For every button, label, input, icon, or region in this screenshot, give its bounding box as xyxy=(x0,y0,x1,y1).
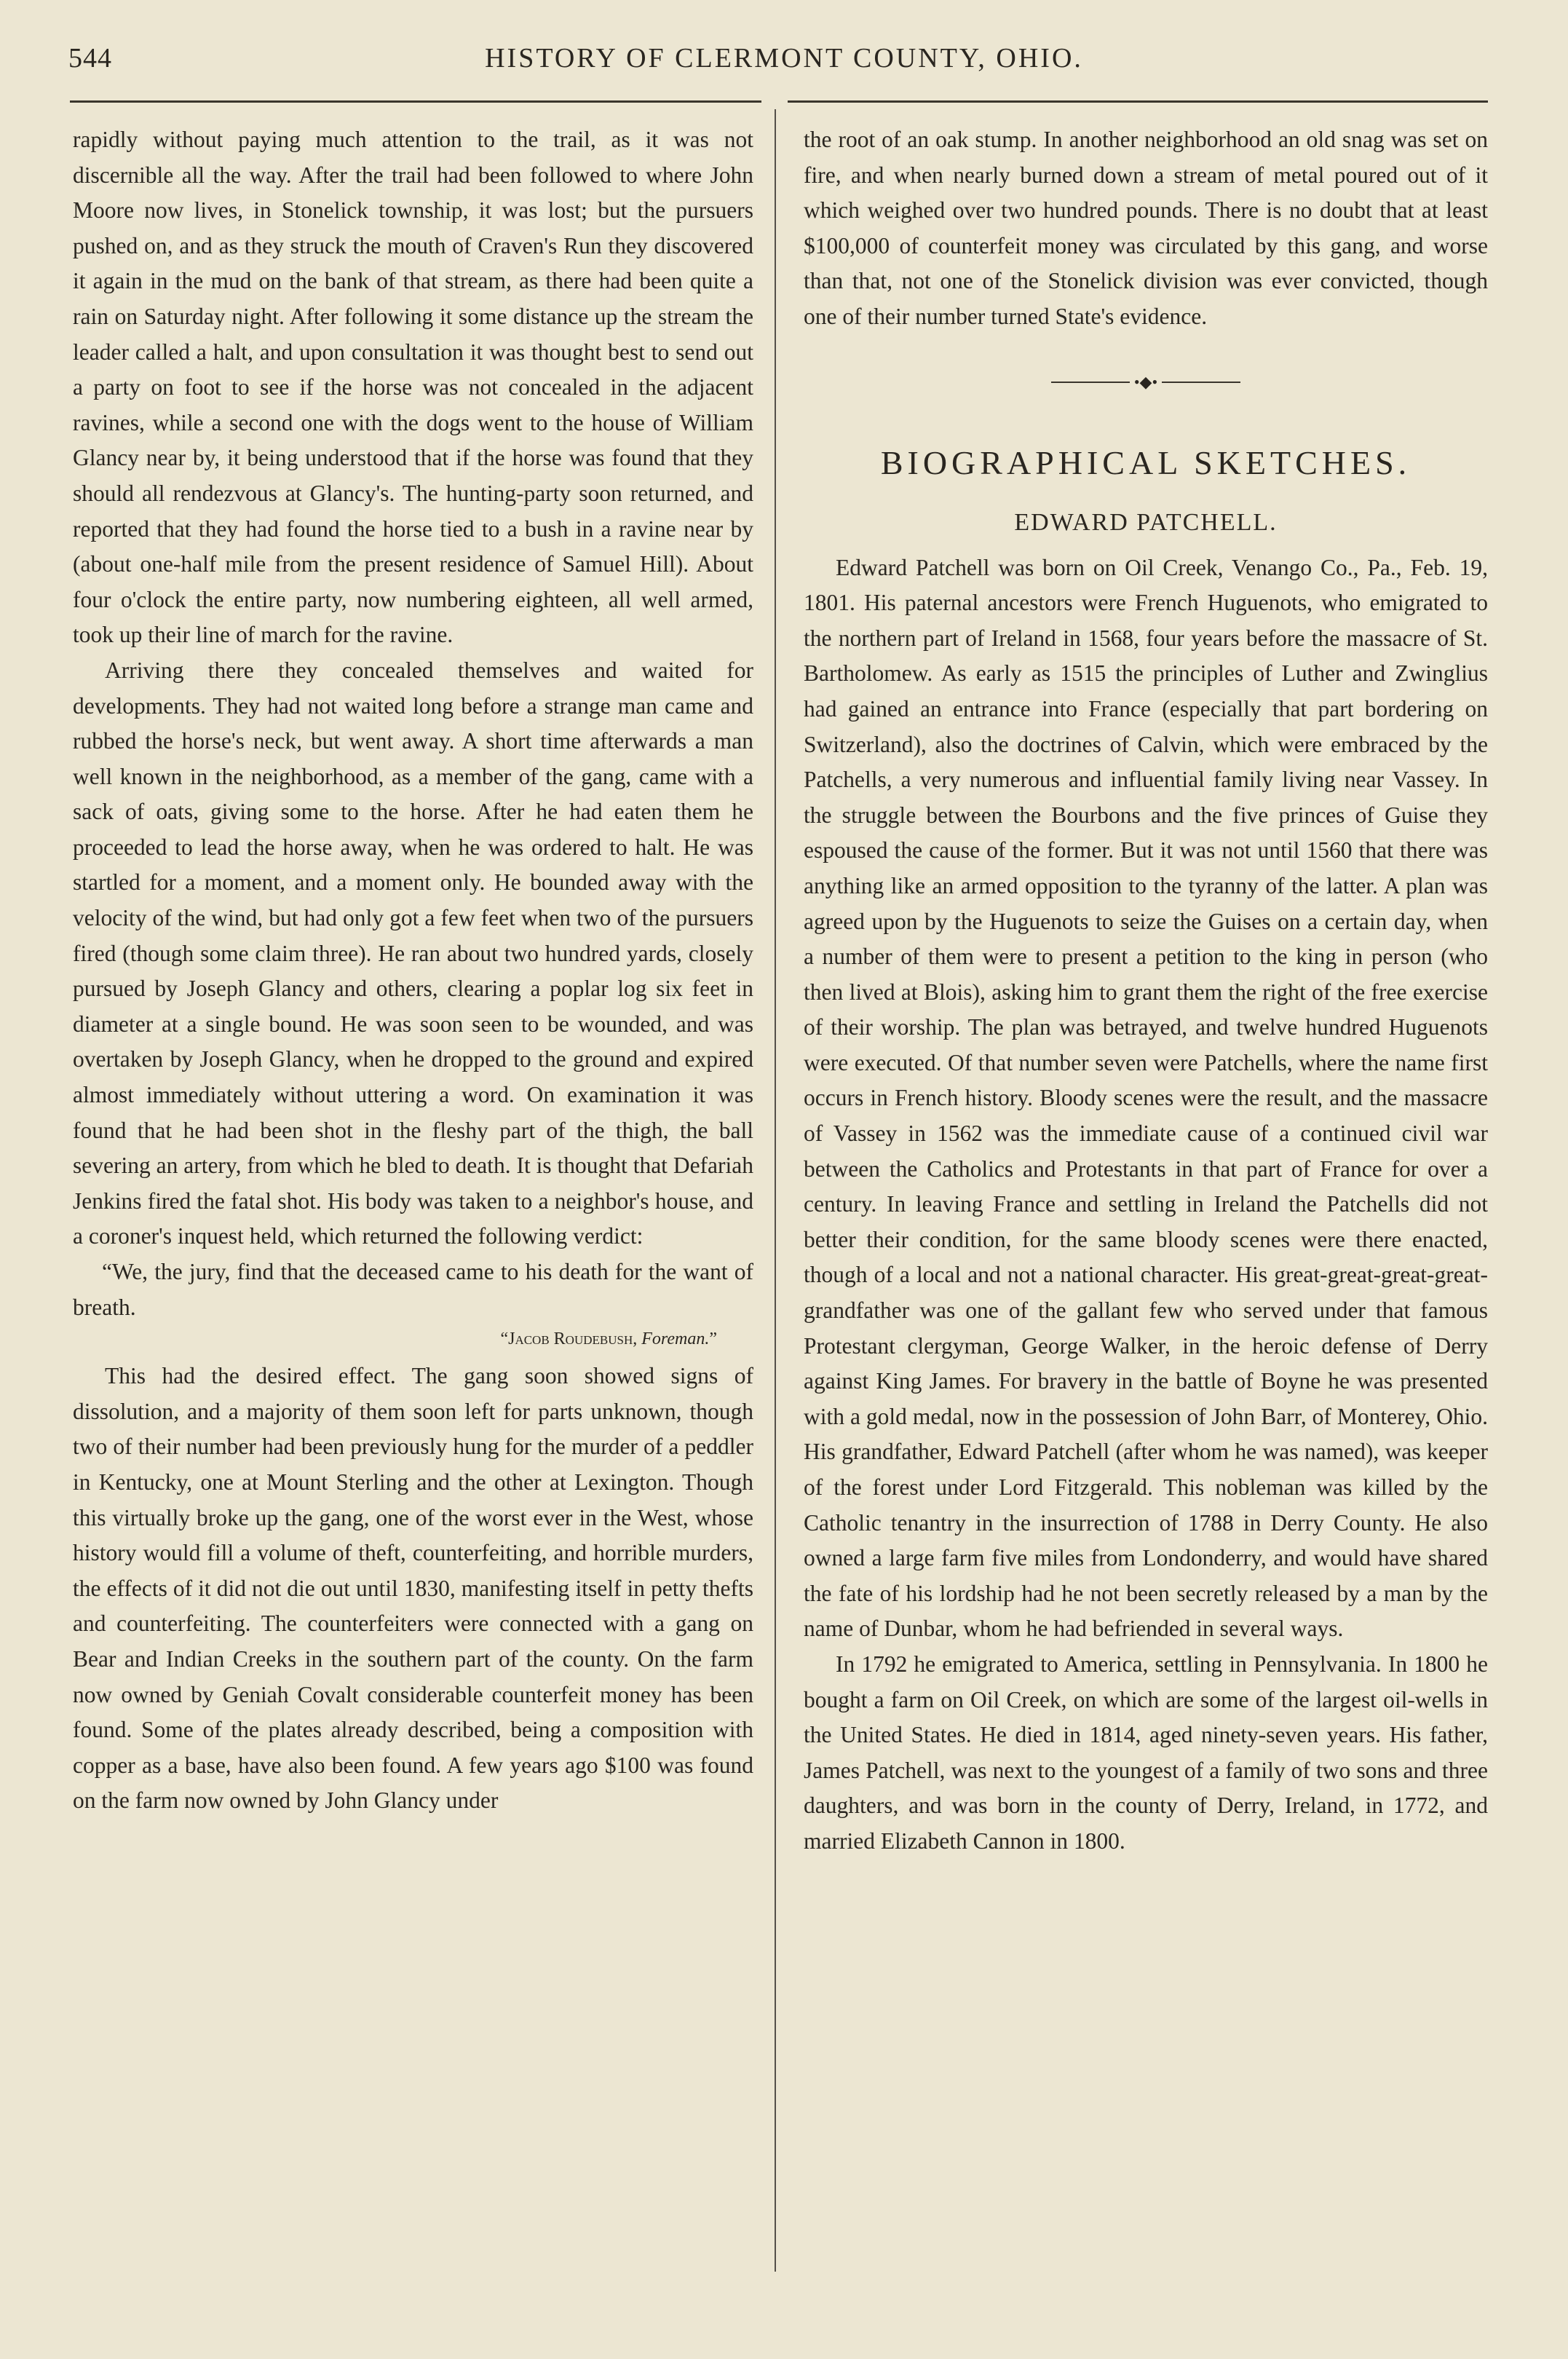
section-title: BIOGRAPHICAL SKETCHES. xyxy=(880,443,1411,481)
header-rule-right xyxy=(788,100,1488,103)
paragraph-gang-dissolution: This had the desired effect. The gang soon showed signs of dissolution, and a majority of them soon left for parts unknown, though two of their number had been previously hung for the murder of a peddler in Kentucky, one at Mount Sterling and the other at Lexington. Though this virtually broke up the gang, one of the worst ever in the West, whose history would fill a volume of theft, counterfeiting, and horrible murders, the effects of it did not die out until 1830, manifesting itself in petty thefts and counterfeiting. The counterfeiters were connected with a gang on Bear and Indian Creeks in the southern part of the county. On the farm now owned by Geniah Covalt considerable counterfeit money has been found. Some of the plates already described, being a composition with copper as a base, have also been found. A few years ago $100 was found on the farm now owned by John Glancy under xyxy=(73,1363,753,1814)
verdict-signature: “Jacob Roudebush, Foreman.” xyxy=(500,1329,717,1349)
verdict-quote: “We, the jury, find that the deceased came to his death for the want of breath. xyxy=(73,1259,753,1320)
header-rule-left xyxy=(70,100,761,103)
right-column xyxy=(804,122,1488,1860)
paragraph-ambush: Arriving there they concealed themselves and waited for developments. They had not waited long before a strange man came and rubbed the horse's neck, but went away. A short time afterwards a man well known in the neighborhood, as a member of the gang, came with a sack of oats, giving some to the horse. After he had eaten them he proceeded to lead the horse away, when he was ordered to halt. He was startled for a moment, and a moment only. He bounded away with the velocity of the wind, but had only got a few feet when two of the pursuers fired (though some claim three). He ran about two hundred yards, closely pursued by Joseph Glancy and others, clearing a poplar log six feet in diameter at a single bound. He was soon seen to be wounded, and was overtaken by Joseph Glancy, when he dropped to the ground and expired almost immediately without uttering a word. On examination it was found that he had been shot in the fleshy part of the thigh, the ball severing an artery, from which he bled to death. It is thought that Defariah Jenkins fired the fatal shot. His body was taken to a neighbor's house, and a coroner's inquest held, which returned the following verdict: xyxy=(73,657,753,1249)
section-ornament xyxy=(804,373,1488,395)
paragraph-trail: rapidly without paying much attention to the trail, as it was not discernible all the way. After the trail had been followed to where John Moore now lives, in Stonelick township, it was lost; but the pursuers pushed on, and as they struck the mouth of Craven's Run they discovered it again in the mud on the bank of that stream, as there had been quite a rain on Saturday night. After following it some distance up the stream the leader called a halt, and upon consultation it was thought best to send out a party on foot to see if the horse was not concealed in the adjacent ravines, while a second one with the dogs went to the house of William Glancy near by, it being understood that if the horse was found that they should all rendezvous at Glancy's. The hunting-party soon returned, and reported that they had found the horse tied to a bush in a ravine near by (about one-half mile from the present residence of Samuel Hill). About four o'clock the entire party, now numbering eighteen, all well armed, took up their line of march for the ravine. xyxy=(73,127,753,648)
biography-title: EDWARD PATCHELL. xyxy=(1014,508,1278,536)
paragraph-patchell-ancestry: Edward Patchell was born on Oil Creek, Venango Co., Pa., Feb. 19, 1801. His paternal ancestors were French Huguenots, who emigrated to the northern part of Ireland in 1568, four years before the massacre of St. Bartholomew. As early as 1515 the principles of Luther and Zwinglius had gained an entrance into France (especially that part bordering on Switzerland), also the doctrines of Calvin, which were embraced by the Patchells, a very numerous and influential family living near Vassey. In the struggle between the Bourbons and the five princes of Guise they espoused the cause of the former. But it was not until 1560 that there was anything like an armed opposition to the tyranny of the latter. A plan was agreed upon by the Huguenots to seize the Guises on a certain day, when a number of them were to present a petition to the king in person (who then lived at Blois), asking him to grant them the right of the free exercise of their worship. The plan was betrayed, and twelve hundred Huguenots were executed. Of that number seven were Patchells, where the name first occurs in French history. Bloody scenes were the result, and the massacre of Vassey in 1562 was the immediate cause of a continued civil war between the Catholics and Protestants in that part of France for over a century. In leaving France and settling in Ireland the Patchells did not better their condition, for the same bloody scenes were there enacted, though of a local and not a national character. His great-great-great-great-grandfather was one of the gallant few who served under that famous Protestant clergyman, George Walker, in the heroic defense of Derry against King James. For bravery in the battle of Boyne he was presented with a gold medal, now in the possession of John Barr, of Monterey, Ohio. His grandfather, Edward Patchell (after whom he was named), was keeper of the forest under Lord Fitzgerald. This nobleman was killed by the Catholic tenantry in the insurrection of 1788 in Derry County. He also owned a large farm five miles from Londonderry, and would have shared the fate of his lordship had he not been secretly released by a man by the name of Dunbar, whom he had befriended in several ways. xyxy=(804,554,1488,1642)
ornament-mark: •◆• xyxy=(1133,372,1158,391)
page-header xyxy=(0,42,1568,86)
foreman-name: “Jacob Roudebush, xyxy=(500,1329,638,1349)
running-title: HISTORY OF CLERMONT COUNTY, OHIO. xyxy=(485,43,1083,74)
column-divider xyxy=(775,109,776,2272)
paragraph-counterfeit: the root of an oak stump. In another neighborhood an old snag was set on fire, and when nearly burned down a stream of metal poured out of it which weighed over two hundred pounds. There is no doubt that at least $100,000 of counterfeit money was circulated by this gang, and worse than that, not one of the Stonelick division was ever convicted, though one of their number turned State's evidence. xyxy=(804,127,1488,329)
left-column xyxy=(73,122,753,1819)
paragraph-patchell-emigration: In 1792 he emigrated to America, settling in Pennsylvania. In 1800 he bought a farm on Oil Creek, on which are some of the largest oil-wells in the United States. He died in 1814, aged ninety-seven years. His father, James Patchell, was next to the youngest of a family of two sons and three daughters, and was born in the county of Derry, Ireland, in 1772, and married Elizabeth Cannon in 1800. xyxy=(804,1651,1488,1854)
foreman-role: Foreman. xyxy=(641,1329,710,1349)
page-number: 544 xyxy=(68,43,112,74)
